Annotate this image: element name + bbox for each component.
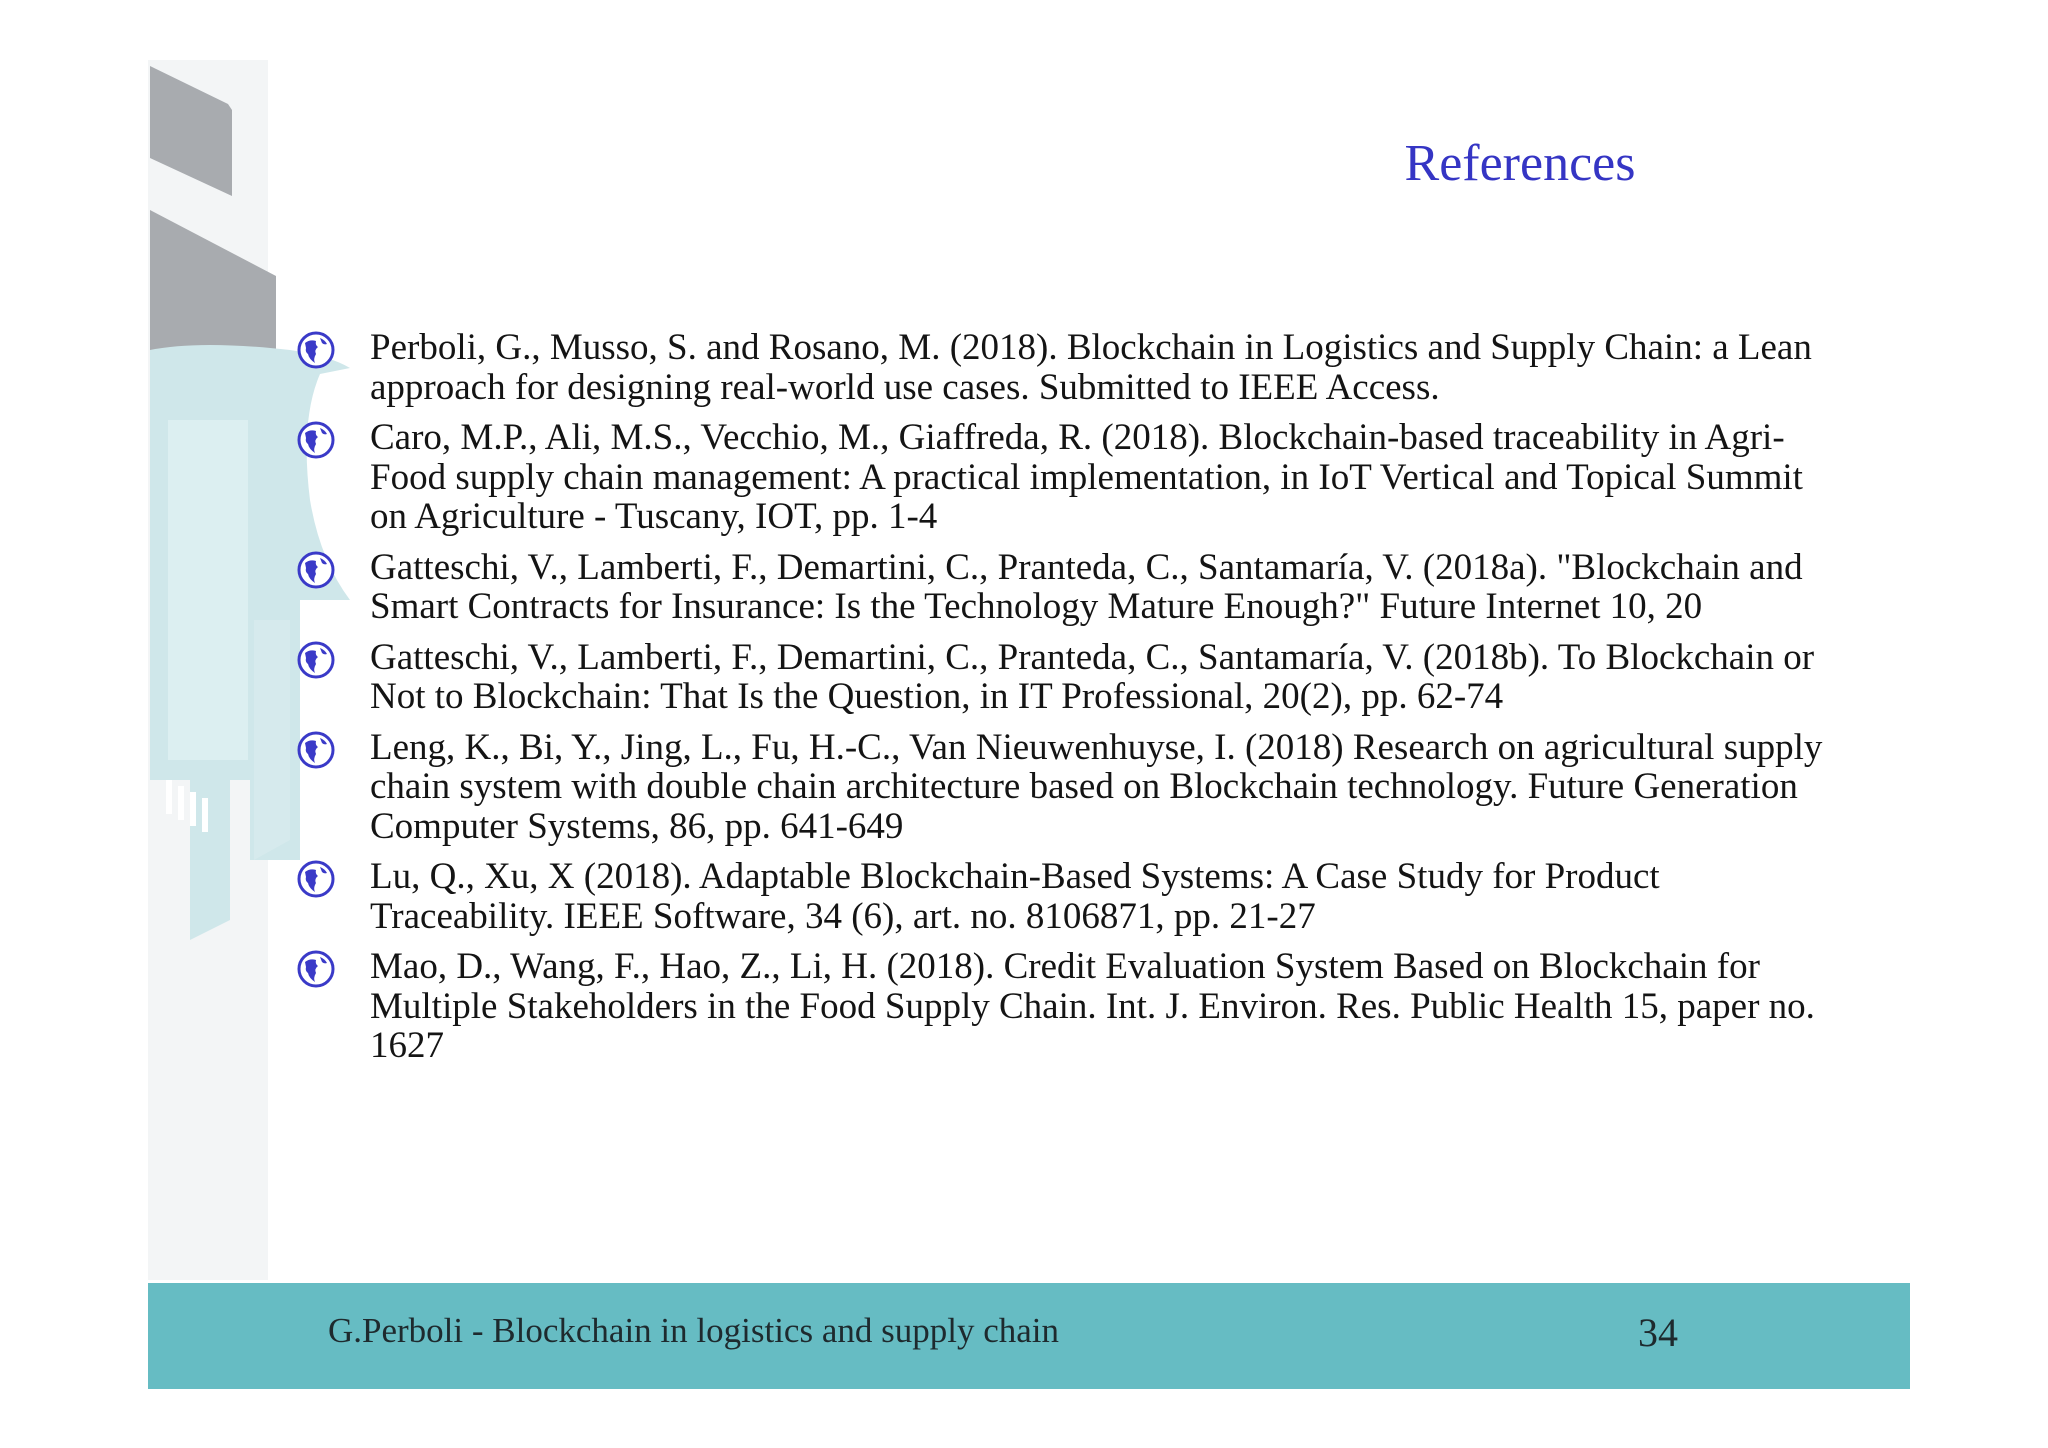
reference-item <box>296 328 1836 407</box>
page-number: 34 <box>1638 1310 1678 1355</box>
reference-text: Gatteschi, V., Lamberti, F., Demartini, C., Pranteda, C., Santamaría, V. (2018a). "Blockchain and Smart Contracts for Insurance: Is the Technology Mature Enough?" Future Internet 10, 20 <box>370 546 1803 627</box>
reference-text: Gatteschi, V., Lamberti, F., Demartini, C., Pranteda, C., Santamaría, V. (2018b). To Blockchain or Not to Blockchain: That Is the Question, in IT Professional, 20(2), pp. 62-74 <box>370 636 1815 717</box>
reference-item <box>296 418 1836 537</box>
globe-icon <box>296 420 336 460</box>
globe-icon <box>296 640 336 680</box>
reference-text: Caro, M.P., Ali, M.S., Vecchio, M., Giaffreda, R. (2018). Blockchain-based traceability in Agri-Food supply chain management: A practical implementation, in IoT Vertical and Topical Summit on Agriculture - Tuscany, IOT, pp. 1-4 <box>370 417 1803 537</box>
globe-icon <box>296 330 336 370</box>
globe-icon <box>296 949 336 989</box>
footer-text: G.Perboli - Blockchain in logistics and supply chain <box>328 1311 1060 1350</box>
references-list <box>296 328 1836 1077</box>
reference-item <box>296 728 1836 847</box>
reference-text: Lu, Q., Xu, X (2018). Adaptable Blockchain-Based Systems: A Case Study for Product Traceability. IEEE Software, 34 (6), art. no. 8106871, pp. 21-27 <box>370 856 1660 937</box>
reference-text: Perboli, G., Musso, S. and Rosano, M. (2018). Blockchain in Logistics and Supply Chain: a Lean approach for designing real-world use cases. Submitted to IEEE Access. <box>370 327 1812 408</box>
globe-icon <box>296 550 336 590</box>
reference-item <box>296 857 1836 936</box>
globe-icon <box>296 859 336 899</box>
reference-item <box>296 548 1836 627</box>
slide-title: References <box>1404 135 1636 192</box>
reference-item <box>296 638 1836 717</box>
globe-icon <box>296 730 336 770</box>
footer-band <box>148 1283 1910 1389</box>
reference-item <box>296 947 1836 1066</box>
reference-text: Mao, D., Wang, F., Hao, Z., Li, H. (2018). Credit Evaluation System Based on Blockchain for Multiple Stakeholders in the Food Supply Chain. Int. J. Environ. Res. Public Health 15, paper no. 1627 <box>370 946 1815 1066</box>
reference-text: Leng, K., Bi, Y., Jing, L., Fu, H.-C., Van Nieuwenhuyse, I. (2018) Research on agricultural supply chain system with double chain architecture based on Blockchain technology. Future Generation Computer Systems, 86, pp. 641-649 <box>370 726 1823 847</box>
